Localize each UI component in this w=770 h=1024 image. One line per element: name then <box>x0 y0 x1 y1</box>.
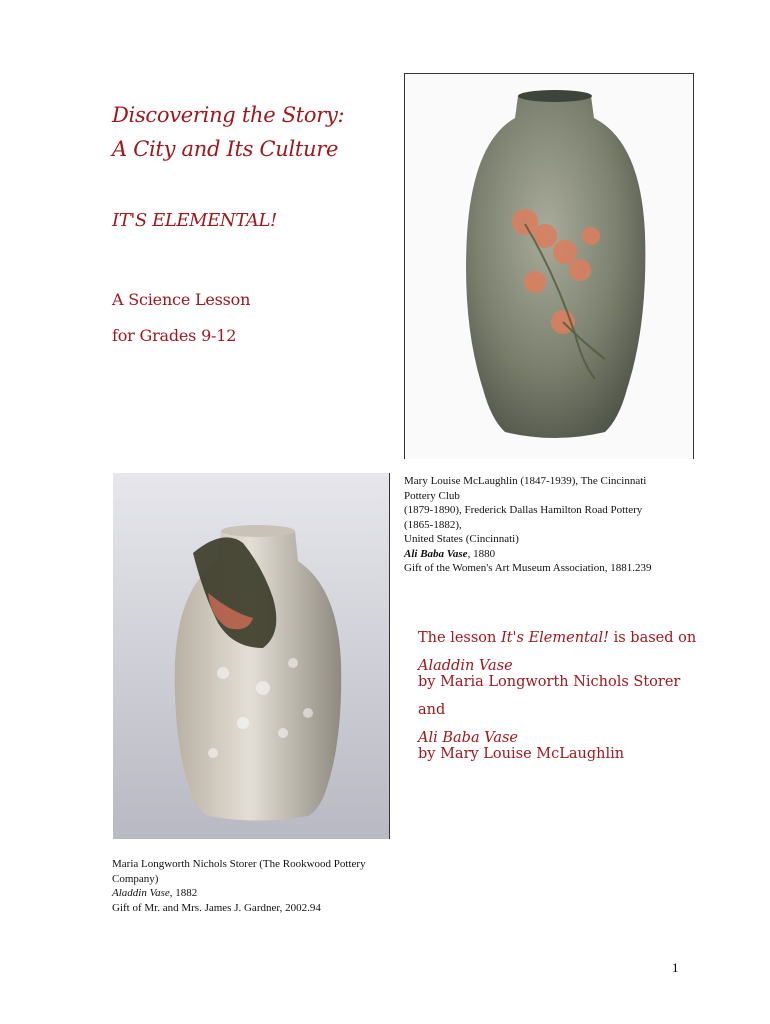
ali-baba-vase-image <box>404 73 694 459</box>
lesson-grades: for Grades 9-12 <box>112 326 237 345</box>
aladdin-caption <box>112 857 412 915</box>
caption-title-line <box>112 886 412 901</box>
lesson-basis-note <box>418 630 696 762</box>
title-line-2: A City and Its Culture <box>112 137 339 161</box>
artwork-year: , 1880 <box>467 547 496 560</box>
lesson-type: A Science Lesson <box>112 290 251 309</box>
title-line-1: Discovering the Story: <box>112 103 345 127</box>
note-conjunction: and <box>418 702 446 718</box>
caption-credit: Gift of Mr. and Mrs. James J. Gardner, 2002.94 <box>112 901 321 914</box>
work2-title: Ali Baba Vase <box>418 730 518 746</box>
ali-baba-vase-illustration <box>405 74 693 459</box>
work1-title: Aladdin Vase <box>418 658 513 674</box>
ali-baba-caption <box>404 474 704 576</box>
page-number: 1 <box>672 960 679 975</box>
artwork-title: Aladdin Vase <box>112 887 170 899</box>
caption-credit: Gift of the Women's Art Museum Association, 1881.239 <box>404 562 652 574</box>
note-intro <box>418 630 696 646</box>
caption-line: Company) <box>112 872 159 885</box>
caption-line: (1865-1882), <box>404 518 462 531</box>
caption-title-line <box>404 547 704 562</box>
caption-line: Maria Longworth Nichols Storer (The Rookwood Pottery <box>112 858 366 870</box>
work1-author: by Maria Longworth Nichols Storer <box>418 674 681 690</box>
aladdin-vase-image <box>113 473 390 839</box>
artwork-year: , 1882 <box>169 887 198 899</box>
caption-line: Pottery Club <box>404 489 460 502</box>
caption-line: United States (Cincinnati) <box>404 533 519 545</box>
page-title <box>112 98 344 166</box>
artwork-title: Ali Baba Vase <box>404 547 468 560</box>
caption-line: Mary Louise McLaughlin (1847-1939), The Cincinnati <box>404 475 647 487</box>
aladdin-vase-illustration <box>113 473 389 839</box>
work2-author: by Mary Louise McLaughlin <box>418 746 625 762</box>
lesson-subtitle: IT'S ELEMENTAL! <box>112 210 277 231</box>
caption-line: (1879-1890), Frederick Dallas Hamilton Road Pottery <box>404 504 643 516</box>
note-intro-suffix: is based on <box>608 630 697 646</box>
note-intro-prefix: The lesson <box>418 630 501 646</box>
note-intro-title: It's Elemental! <box>500 630 609 646</box>
